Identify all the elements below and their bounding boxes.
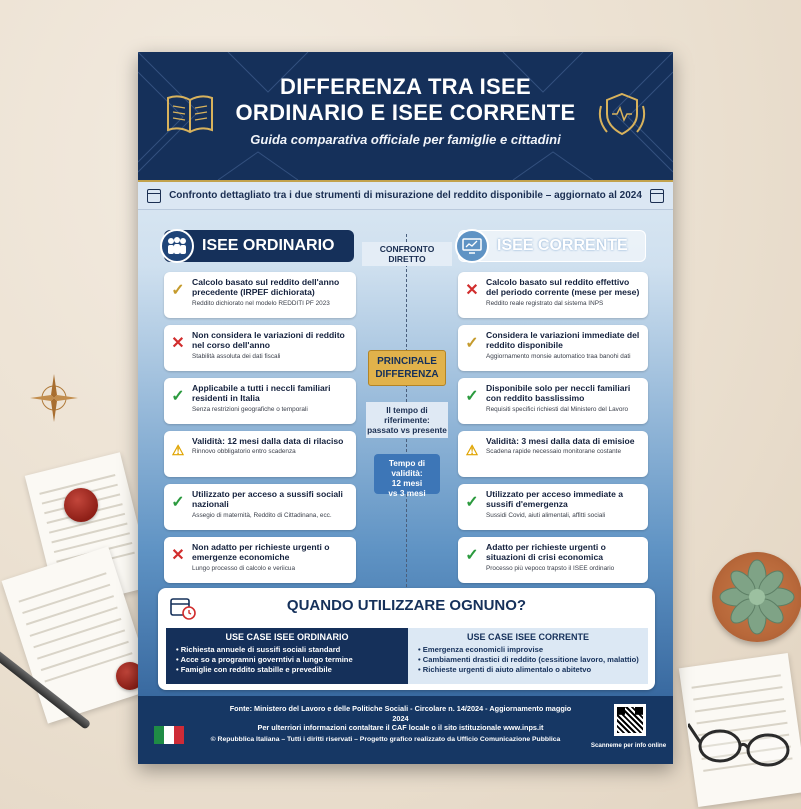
card-text (486, 542, 642, 572)
open-book-icon (164, 90, 216, 136)
principale-differenza-badge (368, 350, 446, 386)
card-sub-text: Rinnovo obbligatorio entro scadenza (192, 448, 296, 456)
comparison-card (164, 537, 356, 583)
card-sub-text: Senza restrizioni geografiche o temporali (192, 405, 308, 413)
use-case-list (176, 645, 408, 675)
card-text (486, 330, 642, 360)
card-text (192, 330, 350, 360)
comparison-card (164, 325, 356, 371)
card-text (486, 277, 642, 307)
footer-line: Per ulterriori informazioni contaltare il CAF locale o il sito istituzionale www.inps.it (257, 723, 544, 732)
succulent-plant-icon (712, 552, 801, 642)
card-text (486, 489, 642, 519)
list-item: • Famiglie con reddito stabille e prevedibile (176, 665, 408, 675)
use-case-corrente (408, 628, 648, 684)
check-icon: ✓ (465, 335, 479, 352)
list-item: • Acce so a programni governtivi a lungo termine (176, 655, 408, 665)
principale-line: PRINCIPALE (377, 356, 437, 367)
comparison-center (356, 232, 458, 622)
info-banner (138, 180, 673, 210)
title-line-1: DIFFERENZA TRA ISEE (280, 74, 531, 99)
use-case-ordinario (166, 628, 408, 684)
eyeglasses-icon (688, 712, 798, 772)
card-sub-text: Scadena rapide necessaio monitorane costante (486, 448, 622, 456)
card-main-text: Calcolo basato sul reddito effettivo del periodo corrente (mese per mese) (486, 277, 640, 298)
use-case-title: USE CASE ISEE ORDINARIO (225, 632, 349, 642)
qr-code-icon[interactable] (614, 704, 646, 736)
card-main-text: Validità: 12 mesi dalla data di rilaciso (192, 436, 344, 446)
tempo-riferimento-note (366, 402, 448, 438)
poster-subtitle: Guida comparativa officiale per famiglie e cittadini (250, 132, 561, 147)
check-icon: ✓ (465, 388, 479, 405)
confronto-line: DIRETTO (388, 254, 426, 264)
card-main-text: Non considera le variazioni di reddito nel corso dell'anno (192, 330, 345, 351)
heading-isee-ordinario (164, 230, 354, 262)
validita-line: 12 mesi (391, 478, 423, 488)
card-text (486, 383, 642, 413)
list-item: • Richiesta annuele di sussifi sociali standard (176, 645, 408, 655)
poster-header (138, 52, 673, 180)
comparison-card (458, 431, 648, 477)
tempo-line: passato vs presente (367, 425, 447, 435)
card-sub-text: Processo più vepoco trapsto il ISEE ordinario (486, 564, 615, 572)
card-main-text: Disponibile solo per neccli familiari con reddito basslissimo (486, 383, 631, 404)
check-icon: ✓ (171, 494, 185, 511)
card-main-text: Considera le variazioni immediate del reddito disponibile (486, 330, 640, 351)
heading-label: ISEE ORDINARIO (202, 237, 335, 254)
warning-icon: ⚠ (465, 442, 479, 458)
isee-poster (138, 52, 673, 764)
comparison-card (164, 272, 356, 318)
comparison-card (458, 325, 648, 371)
use-case-title: USE CASE ISEE CORRENTE (466, 632, 590, 642)
wax-seal-icon (64, 488, 98, 522)
tempo-line: riferimente: (384, 415, 430, 425)
card-main-text: Applicabile a tutti i neccli familiari residenti in Italia (192, 383, 331, 404)
qr-label: Scanneme per info online (590, 742, 667, 749)
comparison-card (458, 537, 648, 583)
comparison-card (458, 378, 648, 424)
comparison-card (458, 484, 648, 530)
calendar-icon (147, 189, 161, 203)
banner-text: Confronto dettagliato tra i due strumenti di misurazione del reddito disponibile – aggiornato al 2024 (169, 190, 642, 201)
card-sub-text: Requisiti specifici richiesti dal Ministero del Lavoro (486, 405, 629, 413)
card-main-text: Adatto per richieste urgenti o situazioni di crisi economica (486, 542, 606, 563)
check-icon: ✓ (465, 547, 479, 564)
card-main-text: Calcolo basato sul reddito dell'anno precedente (IRPEF dichiorata) (192, 277, 340, 298)
check-icon: ✓ (171, 388, 185, 405)
card-sub-text: Aggiornamento monsie automatico traa banohi dati (486, 352, 631, 360)
card-text (192, 383, 350, 413)
comparison-card (164, 431, 356, 477)
confronto-label (362, 242, 452, 266)
card-main-text: Utilizzato per acceso a sussifi sociali nazionali (192, 489, 343, 510)
card-sub-text: Sussidi Covid, aiuti alimentali, affitti sociali (486, 511, 606, 519)
card-main-text: Validità: 3 mesi dalla data di emisioe (486, 436, 635, 446)
compass-rose-icon (28, 372, 80, 424)
corrente-cards (458, 272, 648, 583)
use-case-list (418, 645, 648, 675)
validita-line: vs 3 mesi (388, 488, 426, 498)
warning-icon: ⚠ (171, 442, 185, 458)
cross-icon: ✕ (465, 282, 479, 299)
confronto-line: CONFRONTO (379, 244, 435, 254)
monitor-chart-icon (455, 229, 489, 263)
heading-isee-corrente (458, 230, 646, 262)
validita-line: Tempo di validità: (388, 458, 426, 478)
calendar-icon (650, 189, 664, 203)
card-text (192, 542, 350, 572)
card-sub-text: Reddito reale registrato dal sistema INPS (486, 299, 604, 307)
ordinario-cards (164, 272, 356, 583)
tempo-line: Il tempo di (386, 405, 428, 415)
list-item: • Emergenza economicli improvise (418, 645, 648, 655)
poster-title (218, 74, 593, 126)
list-item: • Cambiamenti drastici di reddito (cessitione lavoro, malattio) (418, 655, 648, 665)
principale-line: DIFFERENZA (375, 369, 439, 380)
card-main-text: Non adatto per richieste urgenti o emergenze economiche (192, 542, 330, 563)
list-item: • Richieste urgenti di aiuto alimentalo o abitetvo (418, 665, 648, 675)
title-line-2: ORDINARIO E ISEE CORRENTE (235, 100, 576, 125)
card-sub-text: Reddito dichiorato nel modelo REDDITI PF 2023 (192, 299, 330, 307)
quando-title: QUANDO UTILIZZARE OGNUNO? (286, 597, 527, 614)
heading-label: ISEE CORRENTE (497, 237, 628, 254)
card-sub-text: Lungo processo di calcolo e veriicua (192, 564, 296, 572)
cross-icon: ✕ (171, 335, 185, 352)
family-icon (160, 229, 194, 263)
card-text (192, 489, 350, 519)
comparison-card (164, 378, 356, 424)
footer-line: Fonte: Ministero del Lavoro e delle Politiche Sociali - Circolare n. 14/2024 - Aggiornamento maggio 2024 (229, 704, 572, 723)
quando-utilizzare-panel (158, 588, 655, 690)
card-text (192, 277, 350, 307)
validita-badge (374, 454, 440, 498)
footer-source (228, 704, 573, 733)
check-icon: ✓ (171, 282, 185, 299)
card-sub-text: Assegio di maternità, Reddito di Cittadinana, ecc. (192, 511, 332, 519)
card-sub-text: Stabilità assoluta dei dati fiscali (192, 352, 281, 360)
poster-footer (138, 696, 673, 764)
card-main-text: Utilizzato per acceso immediate a sussifi d'emergenza (486, 489, 624, 510)
footer-copyright: © Repubblica Italiana – Tutti i diritti riservati – Progetto grafico realizzato da Ufficio Comunicazione Pubblica (210, 736, 561, 743)
comparison-card (164, 484, 356, 530)
card-text (192, 436, 350, 456)
cross-icon: ✕ (171, 547, 185, 564)
shield-laurel-icon (593, 86, 651, 142)
comparison-card (458, 272, 648, 318)
card-text (486, 436, 642, 456)
check-icon: ✓ (465, 494, 479, 511)
